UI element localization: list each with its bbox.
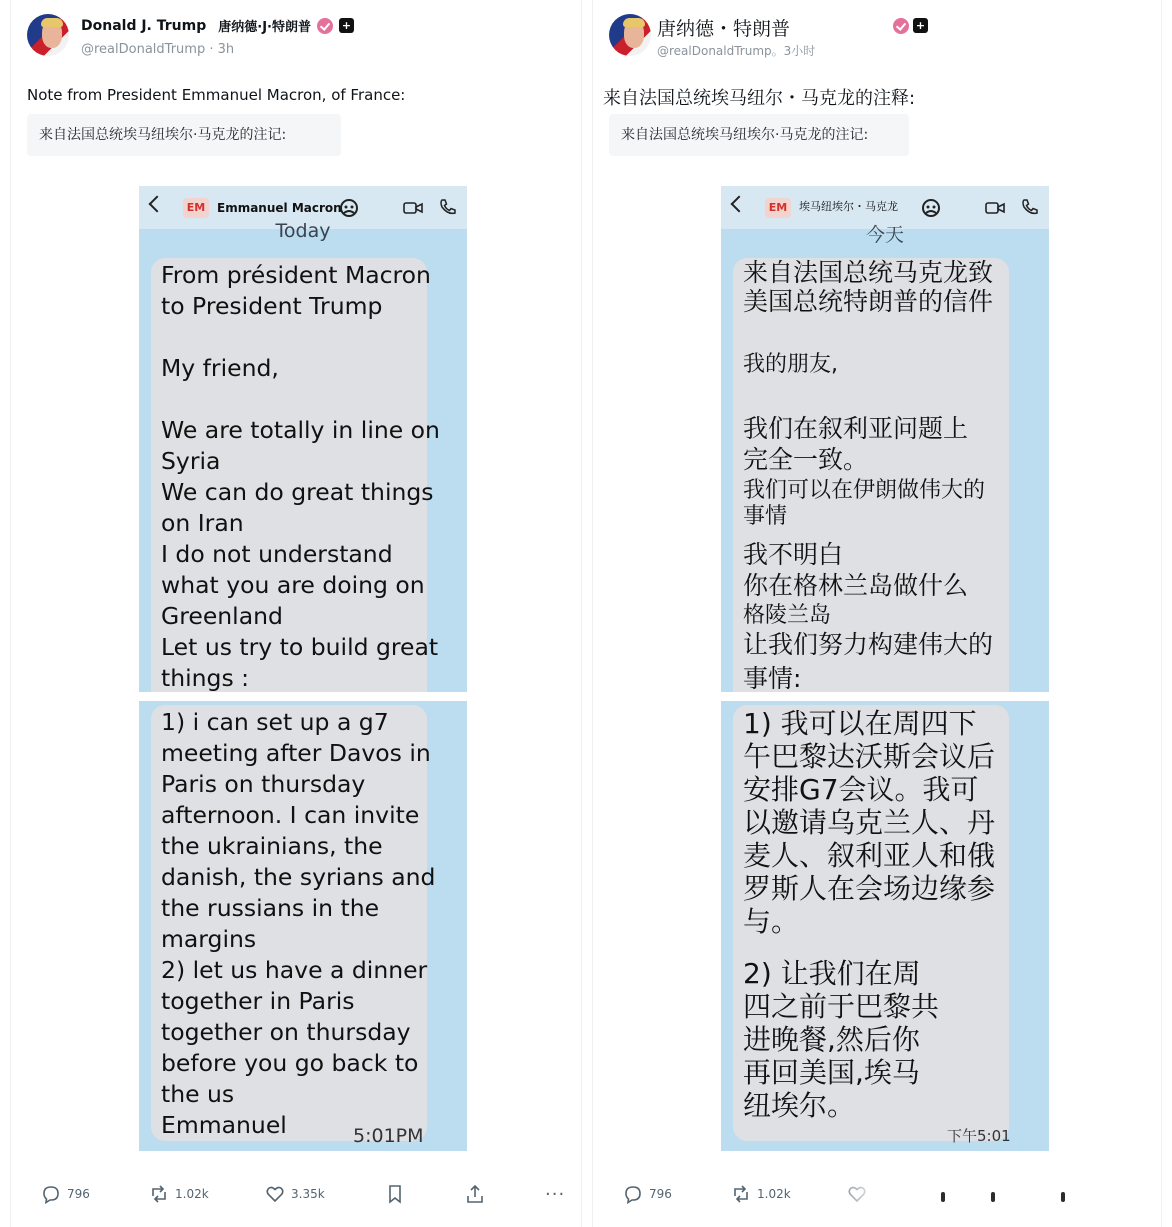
contact-name: 埃马纽埃尔・马克龙 xyxy=(799,200,898,213)
post-panel-chinese xyxy=(592,0,1162,1227)
bookmark-icon xyxy=(385,1184,405,1204)
message-line: 让我们努力构建伟大的 xyxy=(743,630,994,659)
message-line: 再回美国,埃马 xyxy=(743,1056,920,1089)
reply-count: 796 xyxy=(649,1187,672,1201)
message-line: 你在格林兰岛做什么 xyxy=(743,571,969,600)
post-text: 来自法国总统埃马纽尔・马克龙的注释: xyxy=(603,88,916,109)
verified-badge-icon xyxy=(893,18,909,34)
chat-screenshot-top[interactable] xyxy=(721,186,1049,692)
repost-count: 1.02k xyxy=(175,1187,209,1201)
message-line: 安排G7会议。我可 xyxy=(743,773,979,806)
message-line: 罗斯人在会场边缘参 xyxy=(743,872,996,905)
message-time: 5:01PM xyxy=(353,1125,424,1147)
repost-icon xyxy=(731,1184,751,1204)
message-time: 下午5:01 xyxy=(947,1127,1011,1145)
message-line: 我们可以在伊朗做伟大的 xyxy=(743,478,986,503)
message-line: 麦人、叙利亚人和俄 xyxy=(743,839,996,872)
action-bar xyxy=(11,1184,581,1208)
video-call-icon xyxy=(403,200,423,216)
message-bubble xyxy=(733,258,1009,692)
obscured-overlay xyxy=(823,1178,1153,1214)
author-name[interactable]: Donald J. Trump xyxy=(81,17,207,34)
face-id-icon xyxy=(339,198,359,218)
share-button[interactable] xyxy=(465,1184,485,1204)
overlay-mark xyxy=(1061,1192,1065,1202)
avatar[interactable] xyxy=(609,14,651,56)
heart-icon xyxy=(265,1184,285,1204)
repost-icon xyxy=(149,1184,169,1204)
like-button[interactable] xyxy=(265,1184,325,1204)
message-line: 完全一致。 xyxy=(743,445,869,474)
share-icon xyxy=(465,1184,485,1204)
post-panel-english xyxy=(10,0,582,1227)
contact-name: Emmanuel Macron xyxy=(217,201,342,215)
avatar[interactable] xyxy=(27,14,69,56)
author-row xyxy=(657,14,790,41)
overlay-mark xyxy=(991,1192,995,1202)
video-call-icon xyxy=(985,200,1005,216)
reply-icon xyxy=(623,1184,643,1204)
back-icon xyxy=(149,196,166,213)
message-line: 午巴黎达沃斯会议后 xyxy=(743,740,996,773)
phone-call-icon xyxy=(1021,198,1039,216)
author-name-cn: 唐纳德·J·特朗普 xyxy=(218,20,311,35)
repost-count: 1.02k xyxy=(757,1187,791,1201)
chat-screenshot-bottom[interactable] xyxy=(721,701,1049,1151)
affiliate-badge-icon: + xyxy=(339,18,354,33)
message-line: 事情 xyxy=(743,504,788,529)
chat-screenshot-bottom[interactable] xyxy=(139,701,467,1151)
repost-button[interactable] xyxy=(149,1184,209,1204)
verified-badge-icon xyxy=(317,18,333,34)
affiliate-badge-icon: + xyxy=(913,18,928,33)
message-line: 我的朋友, xyxy=(743,352,838,377)
message-line: 进晚餐,然后你 xyxy=(743,1023,920,1056)
message-text: 1) i can set up a g7 meeting after Davos in Paris on thursday afternoon. I can invite the ukrainians, the danish, the syrians and the russians in the margins 2) let us have a dinner together in Paris together on thursday before you go back to the us Emmanuel xyxy=(161,708,436,1139)
message-line: 2) 让我们在周 xyxy=(743,957,921,990)
face-id-icon xyxy=(921,198,941,218)
author-row xyxy=(81,16,354,35)
message-line: 我不明白 xyxy=(743,540,844,569)
message-line: 事情: xyxy=(743,664,802,692)
message-bubble xyxy=(733,705,1011,1145)
message-line: 四之前于巴黎共 xyxy=(743,990,940,1023)
message-line: 1) 我可以在周四下 xyxy=(743,707,977,740)
message-line: 纽埃尔。 xyxy=(743,1089,856,1122)
message-line: 来自法国总统马克龙致 xyxy=(743,258,994,287)
like-count: 3.35k xyxy=(291,1187,325,1201)
contact-initials-badge: EM xyxy=(183,198,209,218)
message-line: 以邀请乌克兰人、丹 xyxy=(743,806,996,839)
contact-initials-badge: EM xyxy=(765,198,791,218)
translation-box: 来自法国总统埃马纽埃尔·马克龙的注记: xyxy=(609,114,909,156)
message-line: 我们在叙利亚问题上 xyxy=(743,414,969,443)
post-text: Note from President Emmanuel Macron, of France: xyxy=(27,86,406,104)
message-line: 美国总统特朗普的信件 xyxy=(743,287,994,316)
repost-button[interactable] xyxy=(731,1184,791,1204)
chat-screenshot-top[interactable] xyxy=(139,186,467,692)
day-separator: Today xyxy=(275,220,331,242)
author-handle: @realDonaldTrump。3小时 xyxy=(657,44,816,58)
message-bubble xyxy=(151,258,440,692)
translation-box: 来自法国总统埃马纽埃尔·马克龙的注记: xyxy=(27,114,341,156)
reply-icon xyxy=(41,1184,61,1204)
message-text: From président Macron to President Trump My friend, We are totally in line on Syria We can do great things on Iran I do not understand what you are doing on Greenland Let us try to build great things : xyxy=(161,261,440,692)
reply-button[interactable] xyxy=(41,1184,90,1204)
more-options-icon[interactable]: ··· xyxy=(545,1184,566,1205)
author-name[interactable]: 唐纳德・特朗普 xyxy=(657,18,791,40)
overlay-mark xyxy=(941,1192,945,1202)
reply-count: 796 xyxy=(67,1187,90,1201)
message-line: 格陵兰岛 xyxy=(743,603,832,628)
back-icon xyxy=(731,196,748,213)
phone-call-icon xyxy=(439,198,457,216)
message-bubble xyxy=(151,705,436,1147)
reply-button[interactable] xyxy=(623,1184,672,1204)
author-handle: @realDonaldTrump · 3h xyxy=(81,42,235,57)
bookmark-button[interactable] xyxy=(385,1184,405,1204)
message-line: 与。 xyxy=(743,905,800,938)
day-separator: 今天 xyxy=(865,224,904,246)
